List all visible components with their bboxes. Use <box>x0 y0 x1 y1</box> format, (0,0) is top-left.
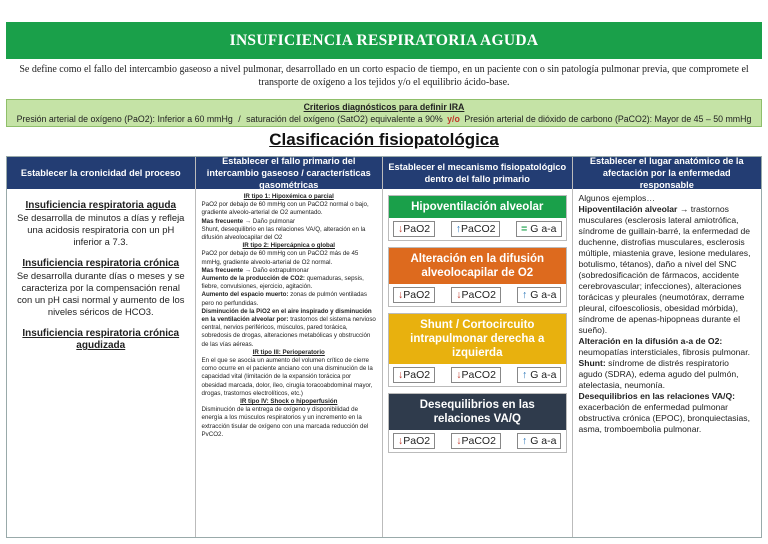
gas-indicators <box>389 284 566 306</box>
acute-ir-text: Se desarrolla de minutos a días y refleja una acidosis respiratoria con un pH inferior a 7.3. <box>17 212 185 247</box>
paco2-label: PaCO2 <box>461 435 496 447</box>
classification-table <box>6 156 762 538</box>
pao2-indicator <box>393 221 435 237</box>
chronic-ir-title: Insuficiencia respiratoria crónica <box>22 258 180 269</box>
criteria-pao2: Presión arterial de oxígeno (PaO2): Inferior a 60 mmHg <box>16 114 233 124</box>
mechanism-card <box>388 195 567 241</box>
ir-type-2-title: IR tipo 2: Hipercápnica o global <box>242 242 335 250</box>
co2-production <box>202 275 377 291</box>
value: síndrome de distrés respiratorio agudo (SDRA), edema agudo del pulmón, atelectasia, neumonía. <box>578 358 739 390</box>
pao2-label: PaO2 <box>403 369 431 381</box>
paco2-indicator <box>451 367 501 383</box>
mechanism-title: Shunt / Cortocircuito intrapulmonar derecha a izquierda <box>389 314 566 364</box>
mechanism-card <box>388 313 567 387</box>
examples-intro: Algunos ejemplos… <box>578 193 655 203</box>
page-title-banner <box>6 22 762 59</box>
criteria-sato2: saturación del oxígeno (SatO2) equivalente a 90% <box>246 114 443 124</box>
column-body-primary-failure <box>196 189 383 439</box>
ir-type-1-title: IR tipo 1: Hipoxémica o parcial <box>243 193 334 200</box>
gradient-label: G a-a <box>530 223 557 235</box>
definition-text: Se define como el fallo del intercambio gaseoso a nivel pulmonar, desarrollado en un corto espacio de tiempo, en un paciente con o sin patología pulmonar previa, que compromete el transporte de oxígeno a los tejidos y/o el equilibrio ácido-base. <box>19 64 749 88</box>
ir-type-1-frequent <box>202 218 377 226</box>
mechanism-card <box>388 393 567 453</box>
gas-indicators <box>389 218 566 240</box>
paco2-label: PaCO2 <box>461 369 496 381</box>
criteria-separator-1: / <box>238 114 241 124</box>
gradient-arrow: = <box>521 223 528 235</box>
paco2-indicator <box>451 221 501 237</box>
mechanism-list <box>383 189 572 453</box>
gradient-indicator <box>517 287 561 303</box>
paco2-label: PaCO2 <box>461 223 496 235</box>
label: Alteración en la difusión a-a de O2: <box>578 336 723 346</box>
diffusion-examples <box>579 336 756 358</box>
column-header-mechanism: Establecer el mecanismo fisiopatológico dentro del fallo primario <box>383 157 572 189</box>
mechanism-title: Alteración en la difusión alveolocapilar de O2 <box>389 248 566 284</box>
label: Disminución de la PiO2 en el aire inspirado y disminución en la ventilación alveolar por: <box>201 307 372 324</box>
shunt-examples <box>579 358 756 391</box>
gradient-arrow: ↑ <box>522 369 528 381</box>
column-header-chronicity: Establecer la cronicidad del proceso <box>7 157 195 189</box>
label: Aumento de la producción de CO2: <box>201 275 305 283</box>
ir-type-4-title: IR tipo IV: Shock o hipoperfusión <box>240 398 338 406</box>
pao2-arrow: ↓ <box>398 289 404 301</box>
value: exacerbación de enfermedad pulmonar obstructiva crónica (EPOC), bronquiectasias, asma, tromboembolia pulmonar. <box>578 402 750 434</box>
chronic-ir-text: Se desarrolla durante días o meses y se caracteriza por la compensación renal con un pH casi normal y aumento de los niveles séricos de HCO3. <box>16 270 185 317</box>
value: neumopatías intersticiales, fibrosis pulmonar. <box>578 347 750 357</box>
acute-on-chronic-ir-title: Insuficiencia respiratoria crónica agudizada <box>22 328 180 351</box>
value: → Daño extrapulmonar <box>244 266 309 274</box>
pao2-label: PaO2 <box>403 435 431 447</box>
diagnostic-criteria-box <box>6 99 762 127</box>
pao2-arrow: ↓ <box>398 223 404 235</box>
column-header-primary-failure: Establecer el fallo primario del intercambio gaseoso / características gasométricas <box>196 157 383 189</box>
value: trastornos del sistema nervioso central, nervios periféricos, músculos, pared torácica, sobredosis de drogas, alteraciones metabólicas y obstrucción de las vías aéreas. <box>201 316 376 348</box>
column-anatomic-site <box>573 157 762 537</box>
criteria-line <box>7 113 761 125</box>
paco2-arrow: ↓ <box>456 289 462 301</box>
pao2-label: PaO2 <box>403 289 431 301</box>
paco2-arrow: ↓ <box>456 435 462 447</box>
paco2-arrow: ↓ <box>456 369 462 381</box>
gradient-arrow: ↑ <box>522 289 528 301</box>
acute-ir-title: Insuficiencia respiratoria aguda <box>25 200 177 211</box>
ir-type-1-text: PaO2 por debajo de 60 mmHg con un PaCO2 normal o bajo, gradiente alveolo-arterial de O2 aumentado. <box>201 201 369 217</box>
page-title: INSUFICIENCIA RESPIRATORIA AGUDA <box>229 31 539 49</box>
ir-type-3-title: IR tipo III: Perioperatorio <box>252 348 325 356</box>
hypoventilation-examples <box>579 204 756 336</box>
ir-type-1-causes: Shunt, desequilibrio en las relaciones VA/Q, alteración en la difusión alveolocapilar del O2 <box>201 225 366 242</box>
value: quemaduras, sepsis, fiebre, convulsiones, ejercicio, agitación. <box>201 275 364 291</box>
pao2-arrow: ↓ <box>398 435 404 447</box>
label: Desequilibrios en las relaciones VA/Q: <box>578 391 735 401</box>
column-body-chronicity <box>7 189 195 352</box>
paco2-label: PaCO2 <box>461 289 496 301</box>
pio2-decrease <box>202 308 377 349</box>
label: Mas frecuente <box>201 217 244 225</box>
pao2-indicator <box>393 287 435 303</box>
vaq-examples <box>579 391 756 435</box>
dead-space <box>202 291 377 307</box>
paco2-arrow: ↑ <box>455 223 462 235</box>
pao2-label: PaO2 <box>403 223 431 235</box>
column-primary-failure <box>196 157 384 537</box>
ir-type-4-text: Disminución de la entrega de oxígeno y disponibilidad de energía a los músculos respiratorios y un incremento en la extracción tisular de oxígeno con una marcada reducción del PvCO2. <box>201 406 369 438</box>
label: Hipoventilación alveolar <box>578 204 678 214</box>
gradient-label: G a-a <box>530 435 557 447</box>
gradient-indicator <box>517 367 561 383</box>
value: → Daño pulmonar <box>244 217 296 225</box>
value: → trastornos musculares (esclerosis lateral amiotrófica, síndrome de guillain-barré, la enfermedad de duchenne, distrofias musculares, esclerosis múltiple, miastenia grave, lesione medulares, botulismo, tétanos), daño a nivel del SNC (sobredosificación de fármacos, accidente cerebrovascular; infecciones), alteraciones torácicas y pleurales (neumotórax, derrame pleural, cifoescoliosis, obesidad mórbida), síndrome de apenas-hipopneas durante el sueño). <box>578 204 751 335</box>
gradient-label: G a-a <box>530 369 557 381</box>
ir-type-3-text: En el que se asocia un aumento del volumen crítico de cierre como ocurre en el paciente anciano con una disminución de la capacidad vital (limitación de la expansión torácica por obesidad marcada, dolor, íleo, cirugía toracoabdominal mayor, drogas, trastornos electrolíticos, etc.) <box>201 357 373 397</box>
label: Shunt: <box>578 358 606 368</box>
gradient-indicator <box>517 433 561 449</box>
value: zonas de pulmón ventiladas pero no perfundidas. <box>201 291 367 307</box>
gas-indicators <box>389 430 566 452</box>
pao2-indicator <box>393 367 435 383</box>
criteria-paco2: Presión arterial de dióxido de carbono (PaCO2): Mayor de 45 – 50 mmHg <box>464 114 752 124</box>
ir-type-2-text: PaO2 por debajo de 60 mmHg con un PaCO2 más de 45 mmHg, gradiente alveolo-arterial de O2 normal. <box>201 250 359 266</box>
paco2-indicator <box>451 287 501 303</box>
paco2-indicator <box>451 433 501 449</box>
label: Aumento del espacio muerto: <box>201 291 289 299</box>
gradient-arrow: ↑ <box>522 435 528 447</box>
pao2-indicator <box>393 433 435 449</box>
column-body-anatomic-site <box>573 189 762 435</box>
pao2-arrow: ↓ <box>398 369 404 381</box>
gas-indicators <box>389 364 566 386</box>
column-chronicity <box>7 157 196 537</box>
ir-type-2-frequent <box>202 267 377 275</box>
gradient-label: G a-a <box>530 289 557 301</box>
column-mechanism <box>383 157 573 537</box>
label: Mas frecuente <box>201 266 244 274</box>
mechanism-card <box>388 247 567 307</box>
column-header-anatomic-site: Establecer el lugar anatómico de la afectación por la enfermedad responsable <box>573 157 762 189</box>
mechanism-title: Desequilibrios en las relaciones VA/Q <box>389 394 566 430</box>
mechanism-title: Hipoventilación alveolar <box>389 196 566 218</box>
criteria-title: Criterios diagnósticos para definir IRA <box>303 102 465 112</box>
section-title: Clasificación fisiopatológica <box>269 130 499 149</box>
gradient-indicator <box>516 221 561 237</box>
criteria-separator-2: y/o <box>447 114 460 124</box>
